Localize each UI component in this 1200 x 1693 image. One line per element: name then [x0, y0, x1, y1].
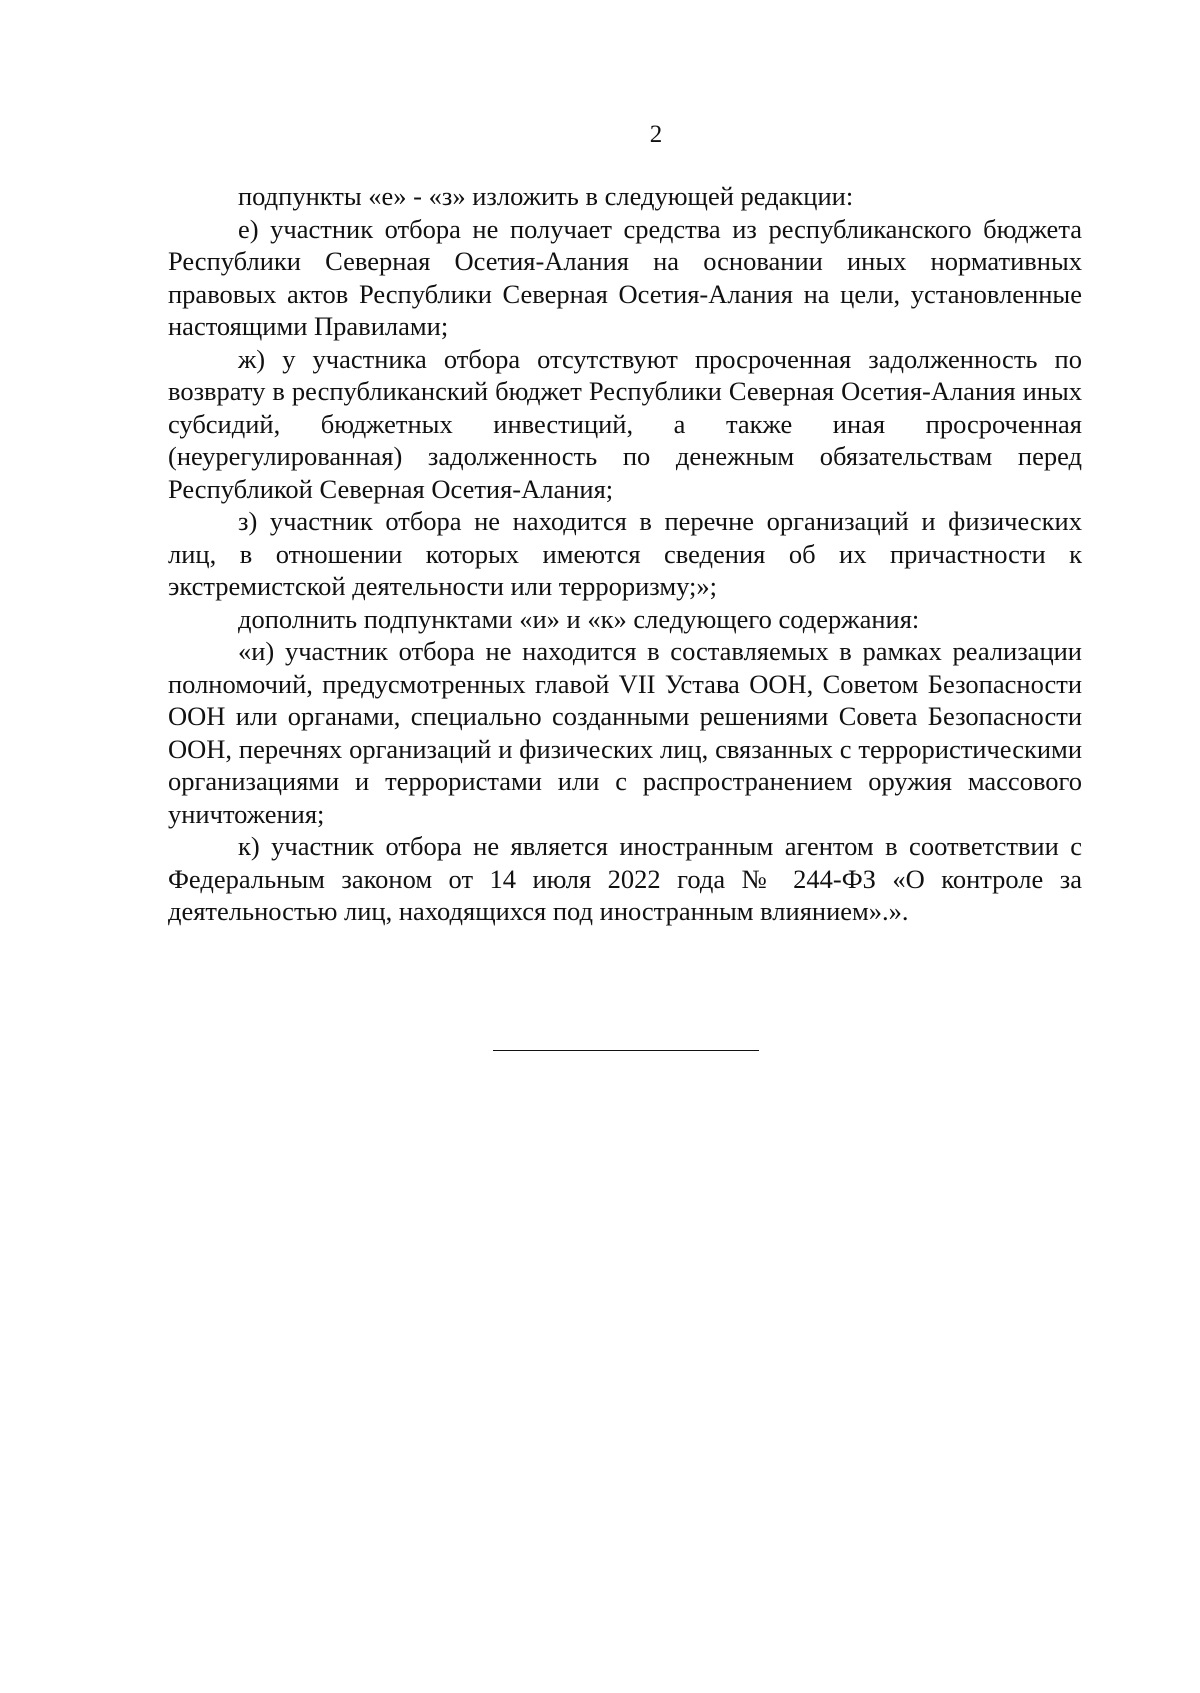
paragraph-subitem-k: к) участник отбора не является иностранным агентом в соответствии с Федеральным законом от 14 июля 2022 года № 244-ФЗ «О контроле за деятельностью лиц, находящихся под иностранным влиянием».». — [168, 831, 1082, 926]
end-divider-line — [493, 1050, 759, 1051]
paragraph-subitem-e: е) участник отбора не получает средства из республиканского бюджета Республики Северная Осетия-Алания на основании иных нормативных правовых актов Республики Северная Осетия-Алания на цели, установленные настоящими Правилами; — [168, 213, 1082, 341]
paragraph-subitem-z: з) участник отбора не находится в перечне организаций и физических лиц, в отношении которых имеются сведения об их причастности к экстремистской деятельности или терроризму;»; — [168, 506, 1082, 601]
paragraph-subitem-i: «и) участник отбора не находится в составляемых в рамках реализации полномочий, предусмотренных главой VII Устава ООН, Советом Безопасности ООН или органами, специально созданными решениями Совета Безопасности ООН, перечнях организаций и физических лиц, связанных с террористическими организациями и террористами или с распространением оружия массового уничтожения; — [168, 636, 1082, 829]
page-number: 2 — [649, 121, 663, 148]
document-body — [168, 180, 1082, 928]
paragraph-intro-amend: подпункты «е» - «з» изложить в следующей редакции: — [238, 181, 854, 211]
paragraph-subitem-zh: ж) у участника отбора отсутствуют просроченная задолженность по возврату в республиканский бюджет Республики Северная Осетия-Алания иных субсидий, бюджетных инвестиций, а также иная просроченная (неурегулированная) задолженность по денежным обязательствам перед Республикой Северная Осетия-Алания; — [168, 343, 1082, 504]
paragraph-intro-add: дополнить подпунктами «и» и «к» следующего содержания: — [238, 603, 920, 634]
